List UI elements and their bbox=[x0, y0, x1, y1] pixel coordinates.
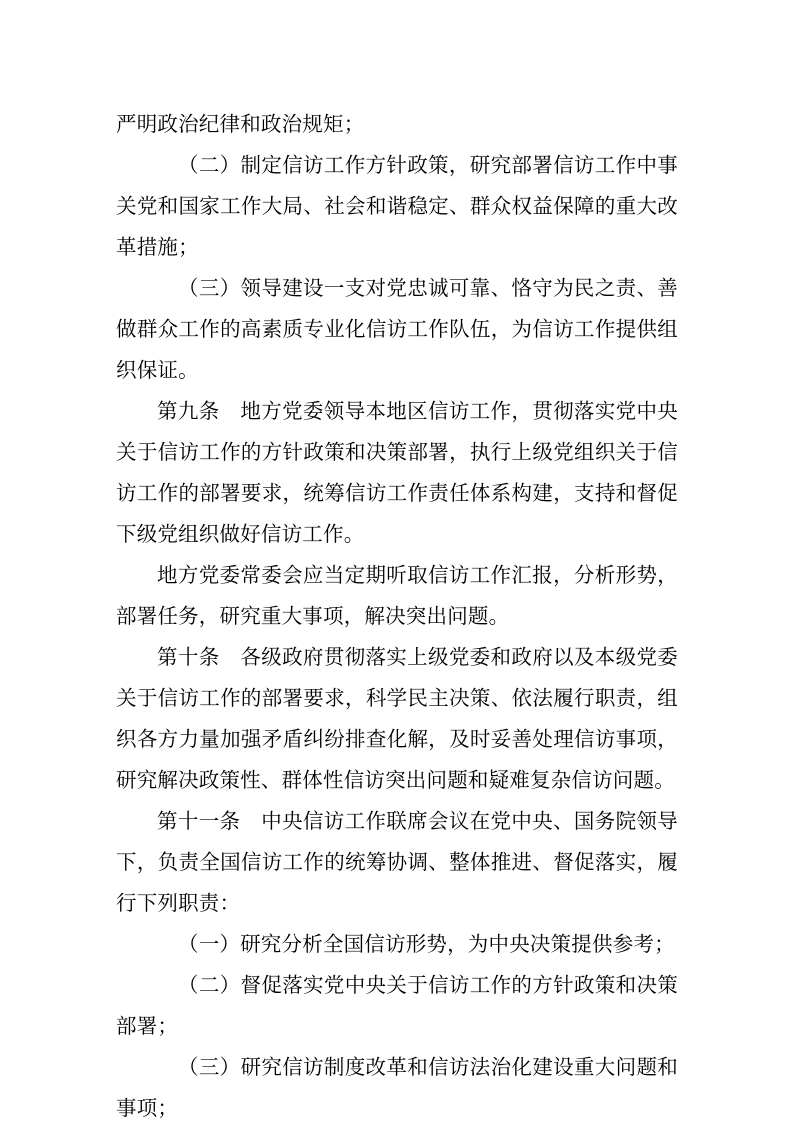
paragraph: 严明政治纪律和政治规矩； bbox=[116, 112, 365, 136]
paragraph-article-11: 第十一条 中央信访工作联席会议在党中央、国务院领导下，负责全国信访工作的统筹协调、整体推进、督促落实，履行下列职责： bbox=[116, 809, 678, 915]
paragraph-article-10: 第十条 各级政府贯彻落实上级党委和政府以及本级党委关于信访工作的部署要求，科学民主决策、依法履行职责，组织各方力量加强矛盾纠纷排查化解，及时妥善处理信访事项，研究解决政策性、群体性信访突出问题和疑难复杂信访问题。 bbox=[116, 645, 678, 792]
paragraph: （三）领导建设一支对党忠诚可靠、恪守为民之责、善做群众工作的高素质专业化信访工作队伍，为信访工作提供组织保证。 bbox=[116, 276, 678, 382]
document-body bbox=[116, 104, 678, 1129]
paragraph: （二）制定信访工作方针政策，研究部署信访工作中事关党和国家工作大局、社会和谐稳定、群众权益保障的重大改革措施； bbox=[116, 153, 678, 259]
paragraph-article-9: 第九条 地方党委领导本地区信访工作，贯彻落实党中央关于信访工作的方针政策和决策部署，执行上级党组织关于信访工作的部署要求，统筹信访工作责任体系构建，支持和督促下级党组织做好信访工作。 bbox=[116, 399, 678, 546]
paragraph: 地方党委常委会应当定期听取信访工作汇报，分析形势，部署任务，研究重大事项，解决突出问题。 bbox=[116, 563, 678, 628]
paragraph: （一）研究分析全国信访形势，为中央决策提供参考； bbox=[178, 932, 675, 956]
paragraph: （三）研究信访制度改革和信访法治化建设重大问题和事项； bbox=[116, 1055, 678, 1120]
paragraph: （二）督促落实党中央关于信访工作的方针政策和决策部署； bbox=[116, 973, 678, 1038]
